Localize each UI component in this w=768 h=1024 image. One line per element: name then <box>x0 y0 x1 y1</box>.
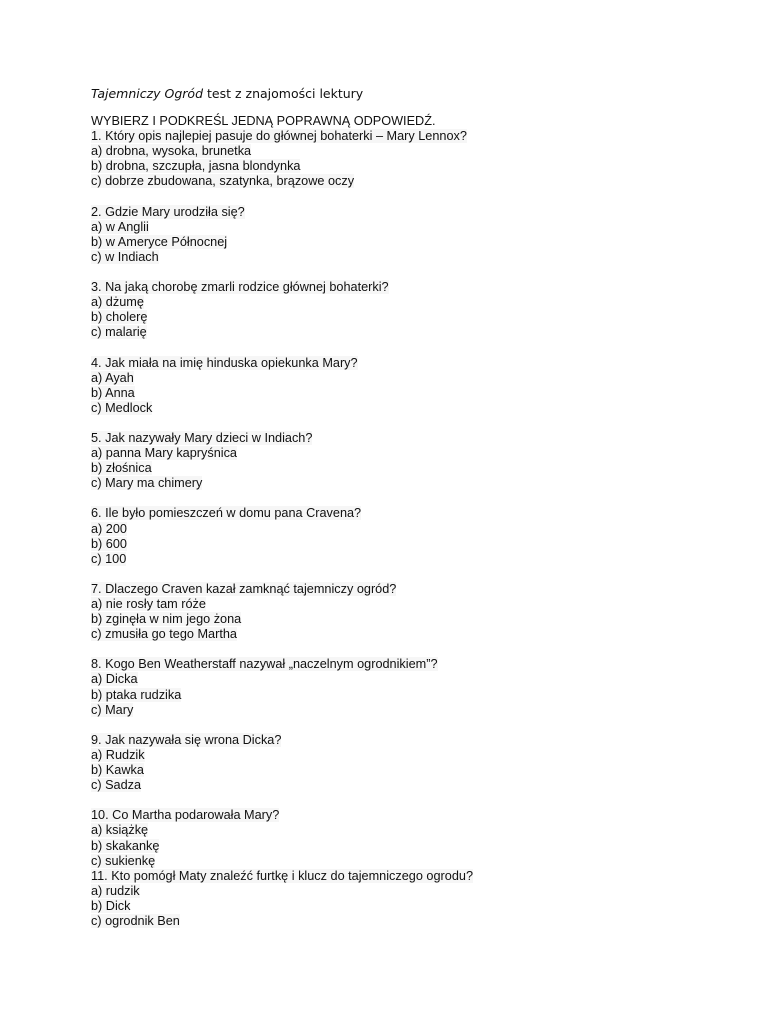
question-9 <box>91 733 731 793</box>
answer-b: b) w Ameryce Północnej <box>91 234 228 249</box>
question-text: 2. Gdzie Mary urodziła się? <box>91 204 245 219</box>
answer-a: a) nie rosły tam róże <box>91 597 206 611</box>
answer-b: b) cholerę <box>91 310 148 325</box>
question-text: 11. Kto pomógł Maty znaleźć furtkę i klucz do tajemniczego ogrodu? <box>91 868 473 883</box>
question-5 <box>91 431 731 491</box>
answer-c: c) sukienkę <box>91 853 156 868</box>
answer-c: c) Mary <box>91 702 134 717</box>
question-text: 1. Który opis najlepiej pasuje do głównej bohaterki – Mary Lennox? <box>91 129 467 144</box>
answer-c: c) dobrze zbudowana, szatynka, brązowe oczy <box>91 174 355 189</box>
question-11 <box>91 869 731 929</box>
question-2 <box>91 205 731 265</box>
answer-b: b) Dick <box>91 898 131 913</box>
answer-b: b) Anna <box>91 385 135 400</box>
answer-c: c) Sadza <box>91 778 142 793</box>
answer-a: a) Ayah <box>91 370 134 385</box>
instruction: WYBIERZ I PODKREŚL JEDNĄ POPRAWNĄ ODPOWIEDŹ. <box>91 114 436 128</box>
answer-b: b) 600 <box>91 536 127 551</box>
answer-b: b) zginęła w nim jego żona <box>91 612 242 627</box>
answer-b: b) Kawka <box>91 763 144 778</box>
answer-c: c) malarię <box>91 325 147 340</box>
answer-a: a) Rudzik <box>91 747 145 762</box>
question-text: 8. Kogo Ben Weatherstaff nazywał „naczelnym ogrodnikiem”? <box>91 657 438 672</box>
answer-a: a) w Anglii <box>91 219 149 234</box>
question-8 <box>91 657 731 717</box>
document-page <box>91 86 731 929</box>
answer-c: c) 100 <box>91 551 127 566</box>
question-4 <box>91 356 731 416</box>
answer-c: c) Mary ma chimery <box>91 476 203 491</box>
test-body <box>91 114 731 929</box>
answer-a: a) Dicka <box>91 672 138 687</box>
title-rest: test z znajomości lektury <box>203 86 364 101</box>
answer-a: a) drobna, wysoka, brunetka <box>91 144 252 159</box>
answer-a: a) dżumę <box>91 295 144 310</box>
question-text: 9. Jak nazywała się wrona Dicka? <box>91 732 282 747</box>
answer-a: a) 200 <box>91 521 127 536</box>
question-text: 5. Jak nazywały Mary dzieci w Indiach? <box>91 430 313 445</box>
question-text: 4. Jak miała na imię hinduska opiekunka Mary? <box>91 355 358 370</box>
question-text: 6. Ile było pomieszczeń w domu pana Cravena? <box>91 506 362 521</box>
document-title <box>91 86 731 102</box>
answer-c: c) w Indiach <box>91 249 159 264</box>
answer-a: a) rudzik <box>91 883 140 898</box>
answer-c: c) ogrodnik Ben <box>91 913 180 928</box>
answer-b: b) ptaka rudzika <box>91 687 182 702</box>
answer-b: b) skakankę <box>91 838 160 853</box>
question-text: 3. Na jaką chorobę zmarli rodzice głównej bohaterki? <box>91 280 389 295</box>
answer-c: c) zmusiła go tego Martha <box>91 627 237 642</box>
book-title: Tajemniczy Ogród <box>91 86 204 101</box>
question-7 <box>91 582 731 642</box>
question-6 <box>91 506 731 566</box>
question-1 <box>91 129 731 189</box>
answer-c: c) Medlock <box>91 400 153 415</box>
question-text: 7. Dlaczego Craven kazał zamknąć tajemniczy ogród? <box>91 581 397 596</box>
question-text: 10. Co Martha podarowała Mary? <box>91 808 280 823</box>
answer-b: b) złośnica <box>91 461 152 476</box>
answer-a: a) książkę <box>91 823 149 838</box>
question-3 <box>91 280 731 340</box>
question-10 <box>91 808 731 868</box>
blank-line <box>91 189 731 204</box>
answer-b: b) drobna, szczupła, jasna blondynka <box>91 159 301 174</box>
answer-a: a) panna Mary kapryśnica <box>91 446 237 461</box>
